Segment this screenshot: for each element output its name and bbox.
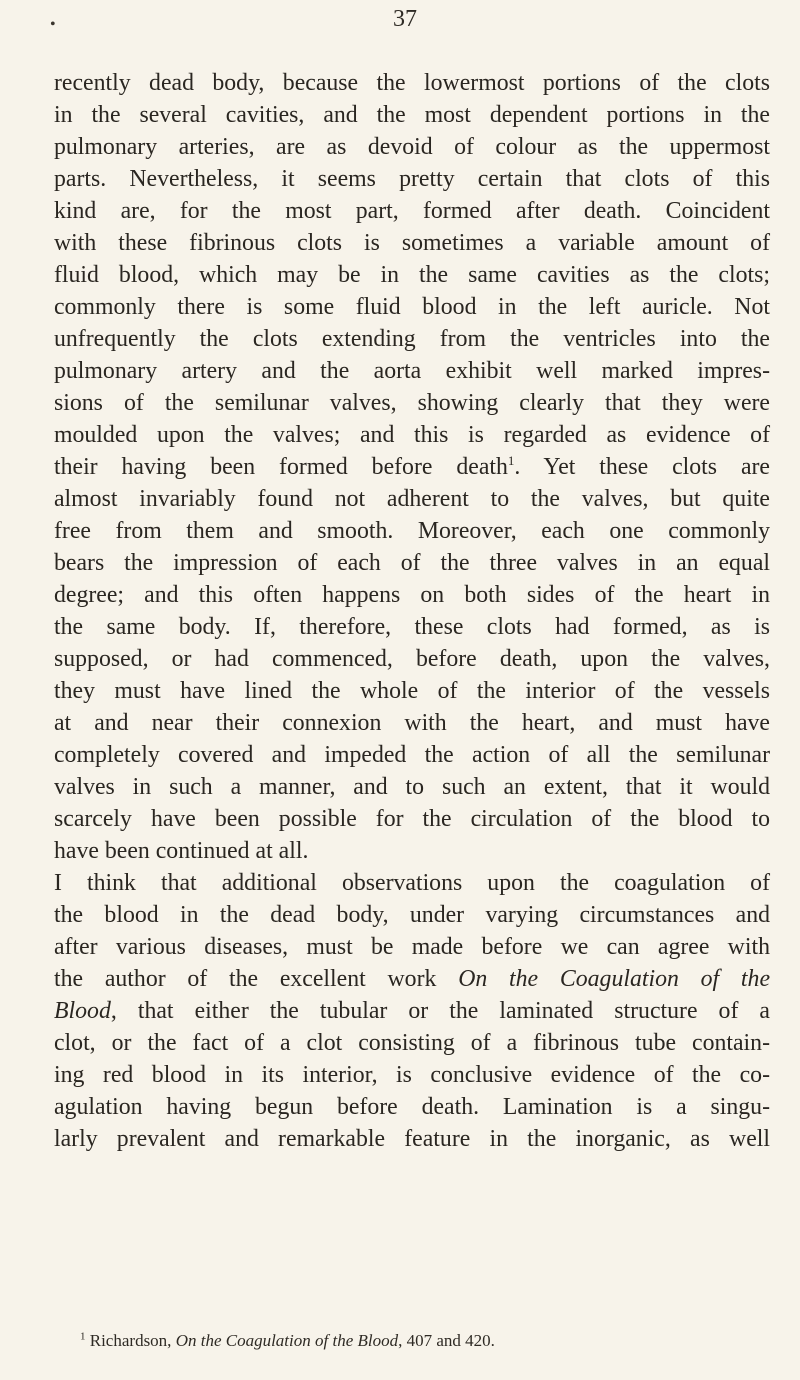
line-text: bears the impression of each of the three valves in an equal (54, 550, 770, 576)
italic-title: On the Coagulation of the (458, 966, 771, 992)
line-text: parts. Nevertheless, it seems pretty certain that clots of this (54, 166, 770, 192)
text-line (54, 995, 770, 1027)
line-text: kind are, for the most part, formed after death. Coincident (54, 198, 770, 224)
line-text: unfrequently the clots extending from the ventricles into the (54, 326, 770, 352)
footnote-author: Richardson, (89, 1331, 176, 1350)
footnote-marker: 1 (80, 1330, 86, 1343)
line-text: the author of the excellent work (54, 966, 459, 992)
text-line (54, 259, 770, 291)
line-text: I think that additional observations upon the coagulation of (54, 870, 770, 896)
body-text (54, 67, 770, 1155)
text-line (54, 227, 770, 259)
line-text: sions of the semilunar valves, showing clearly that they were (54, 390, 770, 416)
line-text: almost invariably found not adherent to the valves, but quite (54, 486, 770, 512)
text-line (54, 643, 770, 675)
text-line (54, 419, 770, 451)
text-line (54, 963, 770, 995)
text-line (54, 675, 770, 707)
line-text: ing red blood in its interior, is conclusive evidence of the co- (54, 1062, 770, 1088)
text-line (54, 707, 770, 739)
text-line (54, 1059, 770, 1091)
text-line (54, 163, 770, 195)
page-speck-mark: • (50, 16, 56, 33)
footnote-pages: , 407 and 420. (398, 1331, 495, 1350)
text-line (54, 899, 770, 931)
text-line (54, 131, 770, 163)
text-line (54, 739, 770, 771)
text-line (54, 771, 770, 803)
line-text: completely covered and impeded the action of all the semilunar (54, 742, 770, 768)
line-text: valves in such a manner, and to such an extent, that it would (54, 774, 770, 800)
line-text: free from them and smooth. Moreover, each one commonly (54, 518, 770, 544)
text-line (54, 611, 770, 643)
italic-title: Blood (54, 998, 111, 1024)
line-text: clot, or the fact of a clot consisting of a fibrinous tube contain- (54, 1030, 770, 1056)
line-text: fluid blood, which may be in the same cavities as the clots; (54, 262, 770, 288)
line-text: their having been formed before death (54, 454, 508, 480)
text-line (54, 451, 770, 483)
text-line (54, 355, 770, 387)
line-text: at and near their connexion with the heart, and must have (54, 710, 770, 736)
text-line (54, 931, 770, 963)
line-text: they must have lined the whole of the interior of the vessels (54, 678, 770, 704)
line-text: pulmonary arteries, are as devoid of colour as the uppermost (54, 134, 770, 160)
line-text: supposed, or had commenced, before death, upon the valves, (54, 646, 770, 672)
text-line (54, 515, 770, 547)
line-text: the same body. If, therefore, these clots had formed, as is (54, 614, 770, 640)
line-text: agulation having begun before death. Lamination is a singu- (54, 1094, 770, 1120)
text-line (54, 1091, 770, 1123)
text-line (54, 547, 770, 579)
line-text: have been continued at all. (54, 838, 309, 864)
text-line (54, 195, 770, 227)
line-text: pulmonary artery and the aorta exhibit well marked impres- (54, 358, 770, 384)
page-number: 37 (393, 6, 417, 32)
text-line (54, 387, 770, 419)
text-line (54, 291, 770, 323)
text-line (54, 803, 770, 835)
text-line (54, 579, 770, 611)
line-text: after various diseases, must be made before we can agree with (54, 934, 770, 960)
line-text: , that either the tubular or the laminated structure of a (110, 998, 770, 1024)
line-text: in the several cavities, and the most dependent portions in the (54, 102, 770, 128)
line-text: commonly there is some fluid blood in the left auricle. Not (54, 294, 770, 320)
line-text: scarcely have been possible for the circulation of the blood to (54, 806, 770, 832)
text-line (54, 99, 770, 131)
line-text: moulded upon the valves; and this is regarded as evidence of (54, 422, 770, 448)
line-text: larly prevalent and remarkable feature in the inorganic, as well (54, 1126, 770, 1152)
line-text: degree; and this often happens on both sides of the heart in (54, 582, 770, 608)
line-text: . Yet these clots are (514, 454, 770, 480)
text-line (54, 835, 770, 867)
line-text: with these fibrinous clots is sometimes a variable amount of (54, 230, 770, 256)
text-line (54, 483, 770, 515)
footnote-title: On the Coagulation of the Blood (175, 1331, 399, 1350)
text-line (54, 867, 770, 899)
text-line (54, 1027, 770, 1059)
footnote-reference: 1 (507, 453, 515, 469)
footnote (80, 1330, 770, 1352)
line-text: the blood in the dead body, under varying circumstances and (54, 902, 770, 928)
text-line (54, 67, 770, 99)
line-text: recently dead body, because the lowermost portions of the clots (54, 70, 770, 96)
text-line (54, 1123, 770, 1155)
text-line (54, 323, 770, 355)
